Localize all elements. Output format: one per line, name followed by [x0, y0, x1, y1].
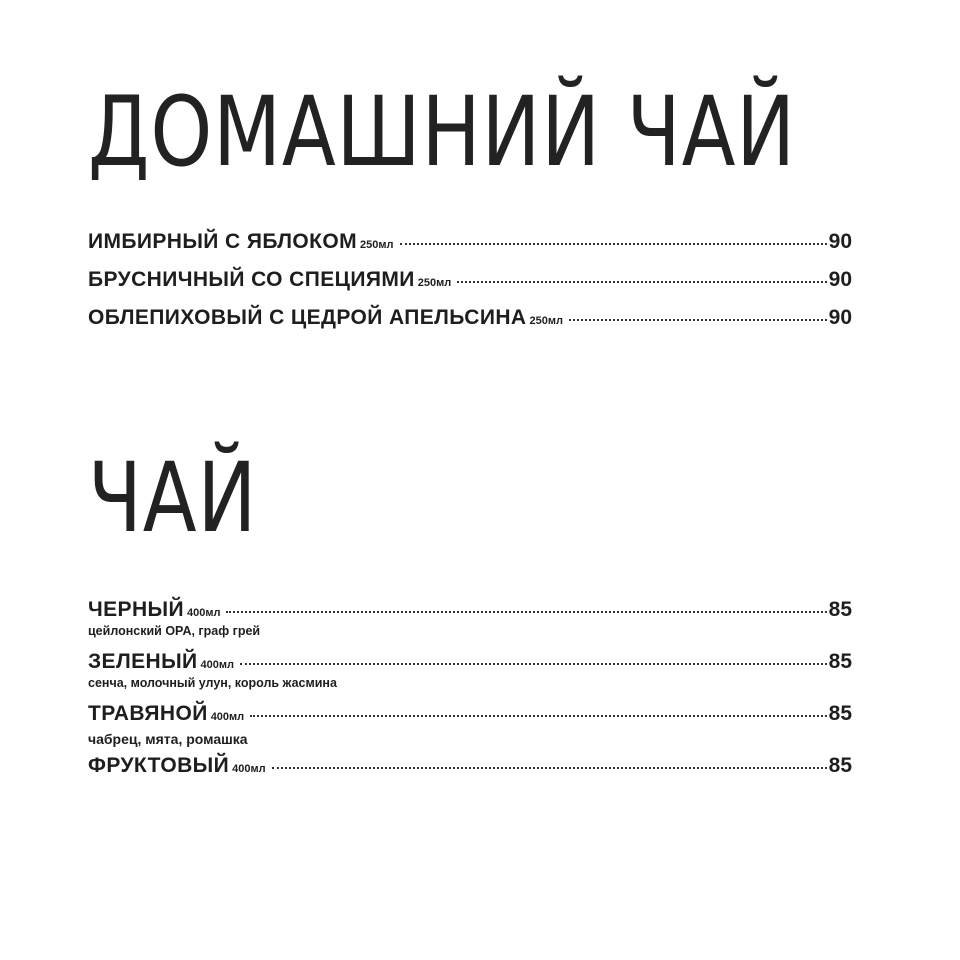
menu-item-volume: 400мл	[187, 607, 221, 619]
menu-item-description: цейлонский OPA, граф грей	[88, 624, 261, 638]
tea-menu-list	[88, 598, 852, 784]
menu-item	[88, 754, 852, 784]
dot-leader	[226, 611, 826, 613]
menu-item-line	[88, 702, 852, 728]
menu-item	[88, 306, 852, 344]
menu-item-volume: 400мл	[232, 763, 266, 775]
section-title-tea: ЧАЙ	[88, 442, 258, 554]
dot-leader	[569, 319, 827, 321]
dot-leader	[457, 281, 826, 283]
menu-item-price: 85	[828, 650, 852, 673]
menu-item-price: 90	[828, 268, 852, 291]
dot-leader	[250, 715, 826, 717]
menu-item-volume: 400мл	[210, 711, 245, 723]
menu-item-line	[88, 598, 852, 624]
menu-item-name: ТРАВЯНОЙ	[88, 702, 208, 725]
menu-item-name: БРУСНИЧНЫЙ СО СПЕЦИЯМИ	[88, 268, 415, 291]
menu-item-name: ИМБИРНЫЙ С ЯБЛОКОМ	[88, 230, 358, 253]
menu-item-description: сенча, молочный улун, король жасмина	[88, 676, 337, 690]
menu-item-name: ОБЛЕПИХОВЫЙ С ЦЕДРОЙ АПЕЛЬСИНА	[88, 306, 527, 329]
menu-item-volume: 250мл	[529, 315, 563, 327]
home-tea-menu-list	[88, 230, 852, 344]
menu-item	[88, 650, 852, 702]
menu-item-description: чабрец, мята, ромашка	[88, 731, 248, 747]
menu-item	[88, 230, 852, 268]
menu-item-volume: 400мл	[200, 659, 235, 671]
menu-item-price: 90	[828, 230, 852, 253]
menu-item-price: 85	[828, 754, 852, 777]
section-title-home-tea: ДОМАШНИЙ ЧАЙ	[88, 76, 796, 188]
menu-item-line	[88, 230, 852, 256]
menu-item	[88, 598, 852, 650]
menu-item	[88, 268, 852, 306]
menu-item-line	[88, 268, 852, 294]
menu-item	[88, 702, 852, 754]
menu-item-line	[88, 754, 852, 780]
menu-item-line	[88, 306, 852, 332]
menu-item-price: 85	[828, 598, 852, 621]
menu-item-line	[88, 650, 852, 676]
menu-item-price: 85	[828, 702, 852, 725]
menu-item-price: 90	[828, 306, 852, 329]
menu-item-name: ЧЕРНЫЙ	[88, 598, 184, 621]
dot-leader	[240, 663, 827, 665]
menu-item-volume: 250мл	[360, 239, 394, 251]
menu-item-volume: 250мл	[417, 277, 452, 289]
dot-leader	[272, 767, 827, 769]
menu-item-name: ЗЕЛЕНЫЙ	[88, 650, 198, 673]
dot-leader	[400, 243, 827, 245]
menu-item-name: ФРУКТОВЫЙ	[88, 754, 230, 777]
